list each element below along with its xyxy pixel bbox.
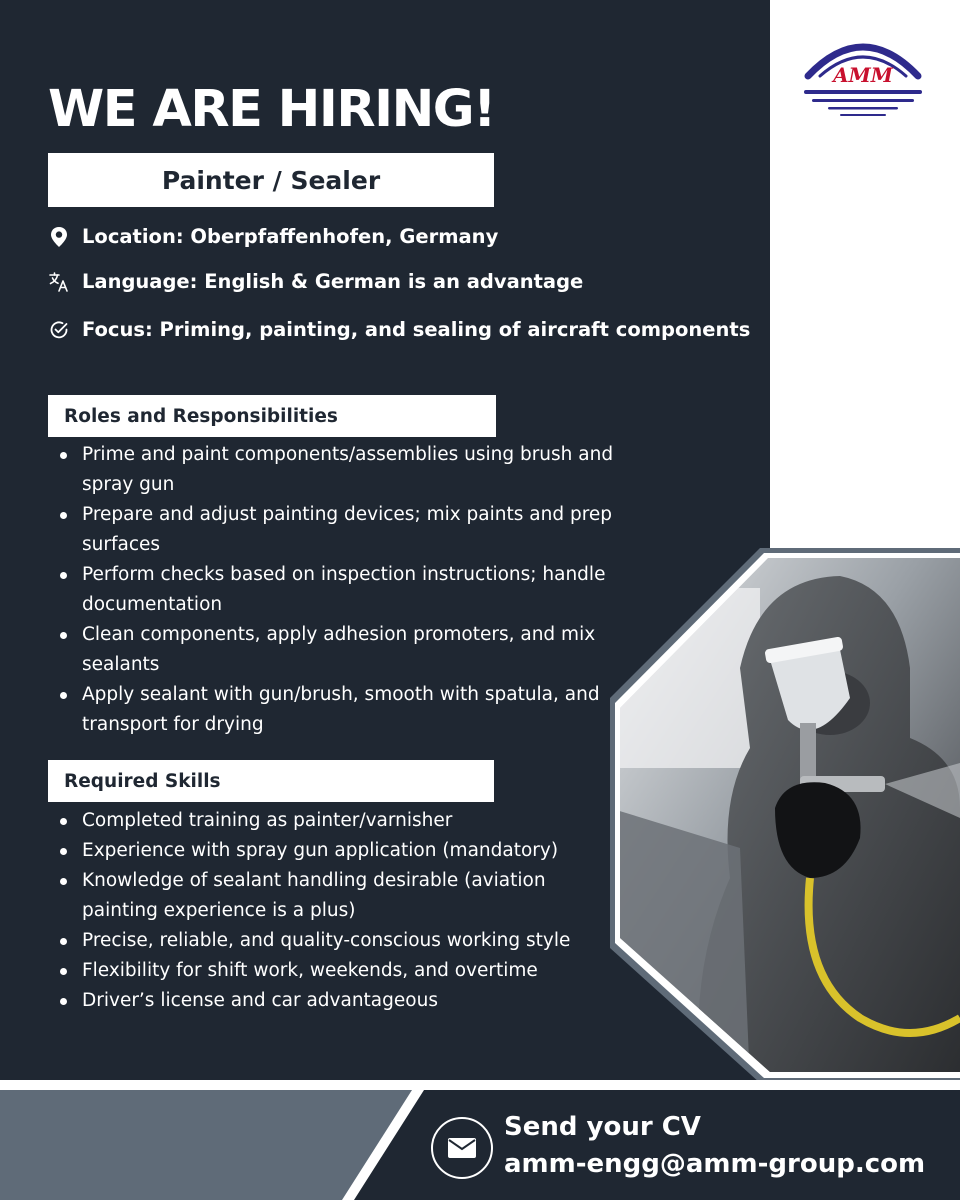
skills-list <box>58 806 593 1016</box>
cta-text: Send your CV <box>504 1112 701 1142</box>
translate-icon <box>48 271 70 293</box>
roles-heading-box <box>48 395 496 437</box>
list-item: Prepare and adjust painting devices; mix paints and prep surfaces <box>58 500 618 560</box>
language-row <box>48 270 583 293</box>
email-link[interactable]: amm-engg@amm-group.com <box>504 1149 926 1179</box>
painter-photo <box>610 548 960 1083</box>
job-title: Painter / Sealer <box>161 165 381 195</box>
list-item: Knowledge of sealant handling desirable (aviation painting experience is a plus) <box>58 866 593 926</box>
skills-heading: Required Skills <box>64 770 221 792</box>
language-text: Language: English & German is an advantage <box>82 270 584 293</box>
focus-text: Focus: Priming, painting, and sealing of aircraft components <box>82 318 751 341</box>
list-item: Apply sealant with gun/brush, smooth with spatula, and transport for drying <box>58 680 618 740</box>
envelope-icon <box>447 1137 477 1159</box>
roles-heading: Roles and Responsibilities <box>64 405 338 427</box>
amm-logo <box>800 32 926 122</box>
list-item: Prime and paint components/assemblies using brush and spray gun <box>58 440 618 500</box>
check-circle-icon <box>48 319 70 341</box>
headline: WE ARE HIRING! <box>48 80 495 139</box>
location-text: Location: Oberpfaffenhofen, Germany <box>82 225 499 248</box>
list-item: Completed training as painter/varnisher <box>58 806 593 836</box>
job-title-box <box>48 153 494 207</box>
email-button[interactable] <box>431 1117 493 1179</box>
list-item: Flexibility for shift work, weekends, and overtime <box>58 956 593 986</box>
skills-heading-box <box>48 760 494 802</box>
list-item: Clean components, apply adhesion promoters, and mix sealants <box>58 620 618 680</box>
focus-row <box>48 318 750 341</box>
list-item: Driver’s license and car advantageous <box>58 986 593 1016</box>
location-pin-icon <box>48 226 70 248</box>
logo-text: AMM <box>833 63 893 87</box>
list-item: Experience with spray gun application (mandatory) <box>58 836 593 866</box>
location-row <box>48 225 498 248</box>
list-item: Perform checks based on inspection instructions; handle documentation <box>58 560 618 620</box>
roles-list <box>58 440 618 740</box>
list-item: Precise, reliable, and quality-conscious working style <box>58 926 593 956</box>
